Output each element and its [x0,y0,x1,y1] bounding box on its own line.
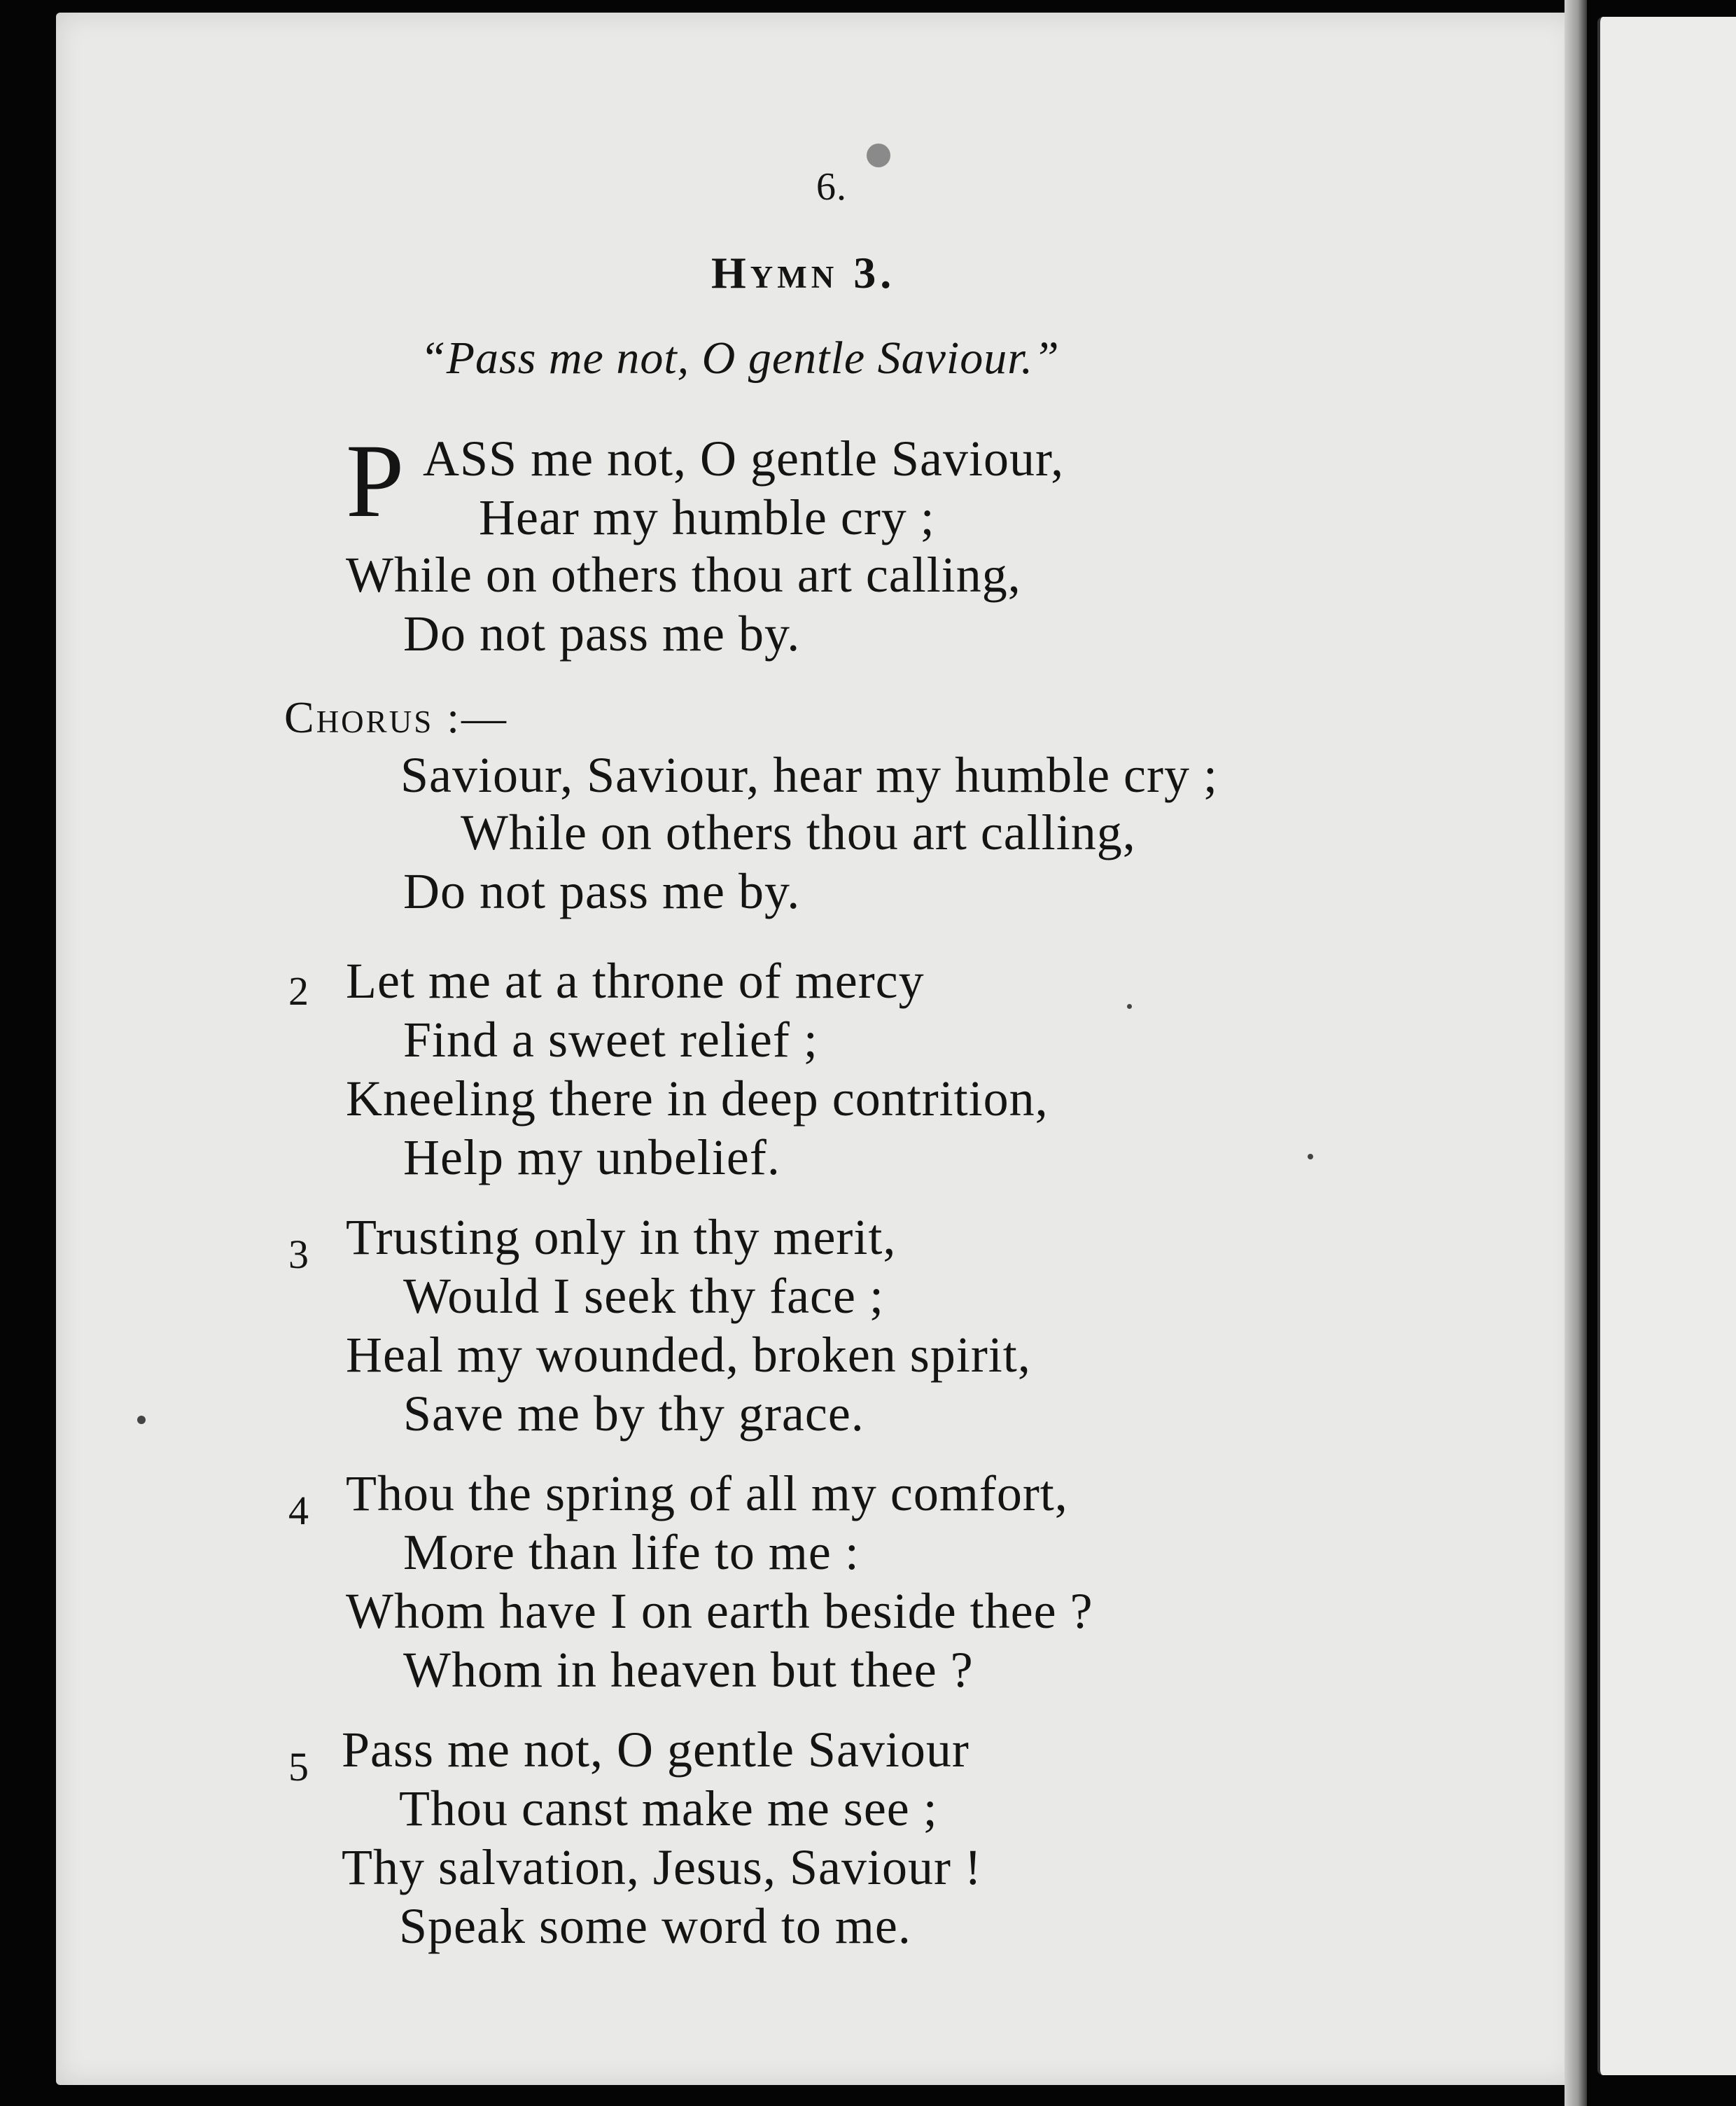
stanza1-line2: Hear my humble cry ; [479,489,935,545]
verse-number: 4 [288,1488,309,1533]
verse3-line2: Would I seek thy face ; [403,1268,884,1324]
stanza1-line4: Do not pass me by. [403,606,801,662]
chorus-label: Chorus :— [284,692,509,742]
chorus-line2: While on others thou art calling, [461,804,1136,860]
verse3-line1: Trusting only in thy merit, [346,1209,897,1265]
verse5-line4: Speak some word to me. [399,1898,911,1954]
chorus-line1: Saviour, Saviour, hear my humble cry ; [400,747,1218,803]
verse2-line1: Let me at a throne of mercy [346,953,925,1009]
page-gutter [1564,0,1587,2106]
verse2-line3: Kneeling there in deep contrition, [346,1071,1049,1127]
ink-speck [1127,1004,1132,1009]
stanza1-line1: ASS me not, O gentle Saviour, [423,431,1065,487]
page-number: 6. [816,165,847,209]
verse2-line2: Find a sweet relief ; [403,1012,818,1068]
verse4-line2: More than life to me : [403,1524,860,1580]
verse-number: 2 [288,968,309,1014]
verse4-line4: Whom in heaven but thee ? [403,1642,974,1698]
ink-speck [867,144,890,167]
ink-speck [137,1416,146,1424]
verse-number: 5 [288,1744,309,1790]
verse-number: 3 [288,1232,309,1277]
chorus-line3: Do not pass me by. [403,863,801,919]
verse4-line3: Whom have I on earth beside thee ? [346,1583,1093,1639]
verse2-line4: Help my unbelief. [403,1129,780,1185]
hymn-title: Hymn 3. [711,248,896,298]
right-page-edge [1597,17,1736,2075]
verse3-line4: Save me by thy grace. [403,1386,864,1442]
ink-speck [1308,1154,1313,1159]
hymn-subtitle: “Pass me not, O gentle Saviour.” [420,333,1060,384]
verse4-line1: Thou the spring of all my comfort, [346,1465,1068,1521]
drop-cap: P [346,423,405,539]
verse3-line3: Heal my wounded, broken spirit, [346,1327,1031,1383]
verse5-line2: Thou canst make me see ; [399,1780,938,1836]
verse5-line1: Pass me not, O gentle Saviour [342,1722,969,1778]
stanza1-line3: While on others thou art calling, [346,547,1021,603]
verse5-line3: Thy salvation, Jesus, Saviour ! [342,1839,982,1895]
